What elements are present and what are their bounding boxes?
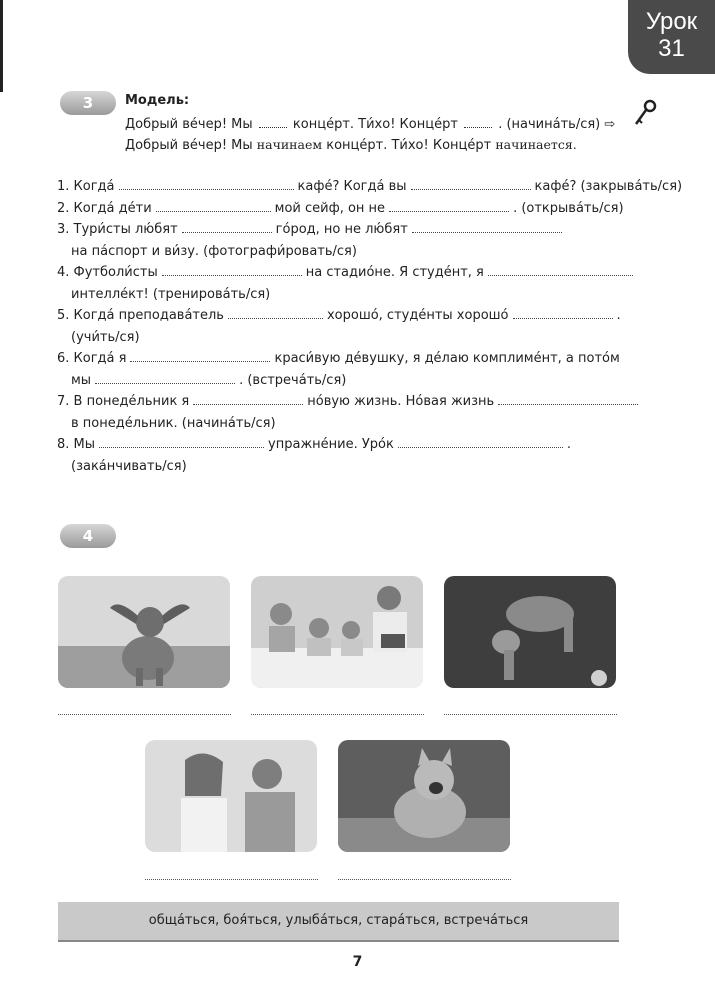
lesson-tab bbox=[628, 0, 715, 74]
answer-blank[interactable] bbox=[99, 436, 264, 448]
exercise-text: кафе́? (закрыва́ть/ся) bbox=[534, 179, 683, 194]
answer-blank[interactable] bbox=[156, 200, 271, 212]
photo-dog bbox=[58, 576, 230, 688]
exercise-text: . bbox=[566, 437, 571, 452]
answer-blank[interactable] bbox=[513, 307, 613, 319]
exercise-line bbox=[57, 178, 682, 196]
exercise-line bbox=[71, 329, 140, 347]
answer-blank[interactable] bbox=[398, 436, 563, 448]
exercise-text: мой сейф, он не bbox=[274, 200, 386, 216]
exercise-text: . bbox=[616, 308, 621, 323]
exercise-text: 4. Футболи́сты bbox=[57, 265, 158, 280]
exercise-text: на па́спорт и ви́зу. (фотографи́ровать/ся) bbox=[71, 243, 357, 259]
exercise-line bbox=[57, 436, 571, 454]
answer-blank[interactable] bbox=[411, 178, 531, 190]
exercise-text: 5. Когда́ преподава́тель bbox=[57, 308, 224, 323]
model-line-2-d: начинается. bbox=[495, 137, 577, 152]
photo-couple bbox=[145, 740, 317, 852]
exercise-text: мы bbox=[71, 372, 92, 388]
answer-line-4[interactable] bbox=[145, 878, 318, 880]
exercise-line bbox=[57, 264, 637, 282]
answer-blank[interactable] bbox=[488, 264, 633, 276]
answer-blank[interactable] bbox=[193, 393, 303, 405]
exercise-text: хорошо́, студе́нты хорошо́ bbox=[326, 308, 509, 323]
exercise-line bbox=[71, 415, 276, 433]
model-line-2-c: конце́рт. Ти́хо! Конце́рт bbox=[326, 138, 492, 153]
exercise-text: . (открыва́ть/ся) bbox=[513, 200, 624, 216]
exercise-line bbox=[57, 221, 566, 239]
exercise-text: (зака́нчивать/ся) bbox=[71, 458, 187, 474]
photo-bear bbox=[444, 576, 616, 688]
exercise-text: го́род, но не лю́бят bbox=[275, 222, 408, 237]
exercise-line bbox=[57, 307, 621, 325]
exercise-line bbox=[71, 458, 187, 476]
exercise-text: (учи́ть/ся) bbox=[71, 329, 140, 345]
photo-kitten bbox=[338, 740, 510, 852]
model-line-1-a: Добрый ве́чер! Мы bbox=[125, 117, 253, 132]
model-line-1 bbox=[125, 117, 615, 132]
answer-blank[interactable] bbox=[182, 221, 272, 233]
exercise-text: в понеде́льник. (начина́ть/ся) bbox=[71, 415, 276, 431]
answer-line-3[interactable] bbox=[444, 713, 617, 715]
exercise-text: но́вую жизнь. Но́вая жизнь bbox=[307, 394, 495, 409]
model-line-2-b: начинаем bbox=[256, 137, 323, 152]
exercise-text: 6. Когда́ я bbox=[57, 351, 127, 366]
lesson-number: 31 bbox=[658, 35, 685, 62]
page-edge bbox=[0, 0, 3, 92]
exercise-text: 8. Мы bbox=[57, 437, 96, 452]
model-line-1-c: . (начина́ть/ся) ⇨ bbox=[498, 117, 616, 132]
answer-blank[interactable] bbox=[119, 178, 294, 190]
exercise-4-badge: 4 bbox=[60, 524, 116, 548]
model-line-2 bbox=[125, 137, 577, 153]
lesson-label: Урок bbox=[645, 8, 698, 35]
model-label: Модель: bbox=[125, 93, 190, 108]
exercise-3-badge: 3 bbox=[60, 91, 116, 115]
exercise-text: кафе́? Когда́ вы bbox=[297, 179, 407, 194]
exercise-text: на стадио́не. Я студе́нт, я bbox=[305, 265, 484, 280]
exercise-text: 2. Когда́ де́ти bbox=[57, 200, 152, 216]
answer-blank[interactable] bbox=[412, 221, 562, 233]
exercise-text: . (встреча́ть/ся) bbox=[239, 372, 347, 388]
exercise-text: 1. Когда́ bbox=[57, 179, 115, 194]
exercise-text: интелле́кт! (тренирова́ть/ся) bbox=[71, 286, 271, 302]
word-bank: обща́ться, боя́ться, улыба́ться, стара́ться, встреча́ться bbox=[58, 902, 619, 942]
answer-line-1[interactable] bbox=[58, 713, 231, 715]
exercise-text: 3. Тури́сты лю́бят bbox=[57, 222, 178, 237]
exercise-line bbox=[71, 243, 357, 261]
exercise-text: 7. В понеде́льник я bbox=[57, 394, 190, 409]
exercise-line bbox=[57, 350, 620, 368]
exercise-text: краси́вую де́вушку, я де́лаю комплиме́нт, а пото́м bbox=[274, 351, 620, 366]
answer-blank[interactable] bbox=[130, 350, 270, 362]
model-blank bbox=[259, 117, 287, 128]
answer-blank[interactable] bbox=[95, 372, 235, 384]
exercise-line bbox=[71, 372, 346, 390]
photo-family bbox=[251, 576, 423, 688]
answer-blank[interactable] bbox=[228, 307, 323, 319]
answer-blank[interactable] bbox=[389, 200, 509, 212]
exercise-line bbox=[57, 393, 642, 411]
answer-line-2[interactable] bbox=[251, 713, 424, 715]
key-icon bbox=[630, 98, 660, 128]
answer-line-5[interactable] bbox=[338, 878, 511, 880]
page-number: 7 bbox=[352, 954, 363, 970]
answer-blank[interactable] bbox=[498, 393, 638, 405]
model-line-2-a: Добрый ве́чер! Мы bbox=[125, 138, 253, 153]
exercise-text: упражне́ние. Уро́к bbox=[268, 437, 394, 452]
exercise-line bbox=[71, 286, 270, 304]
model-line-1-b: конце́рт. Ти́хо! Конце́рт bbox=[292, 117, 458, 132]
model-blank bbox=[464, 117, 492, 128]
exercise-line bbox=[57, 200, 624, 218]
answer-blank[interactable] bbox=[162, 264, 302, 276]
